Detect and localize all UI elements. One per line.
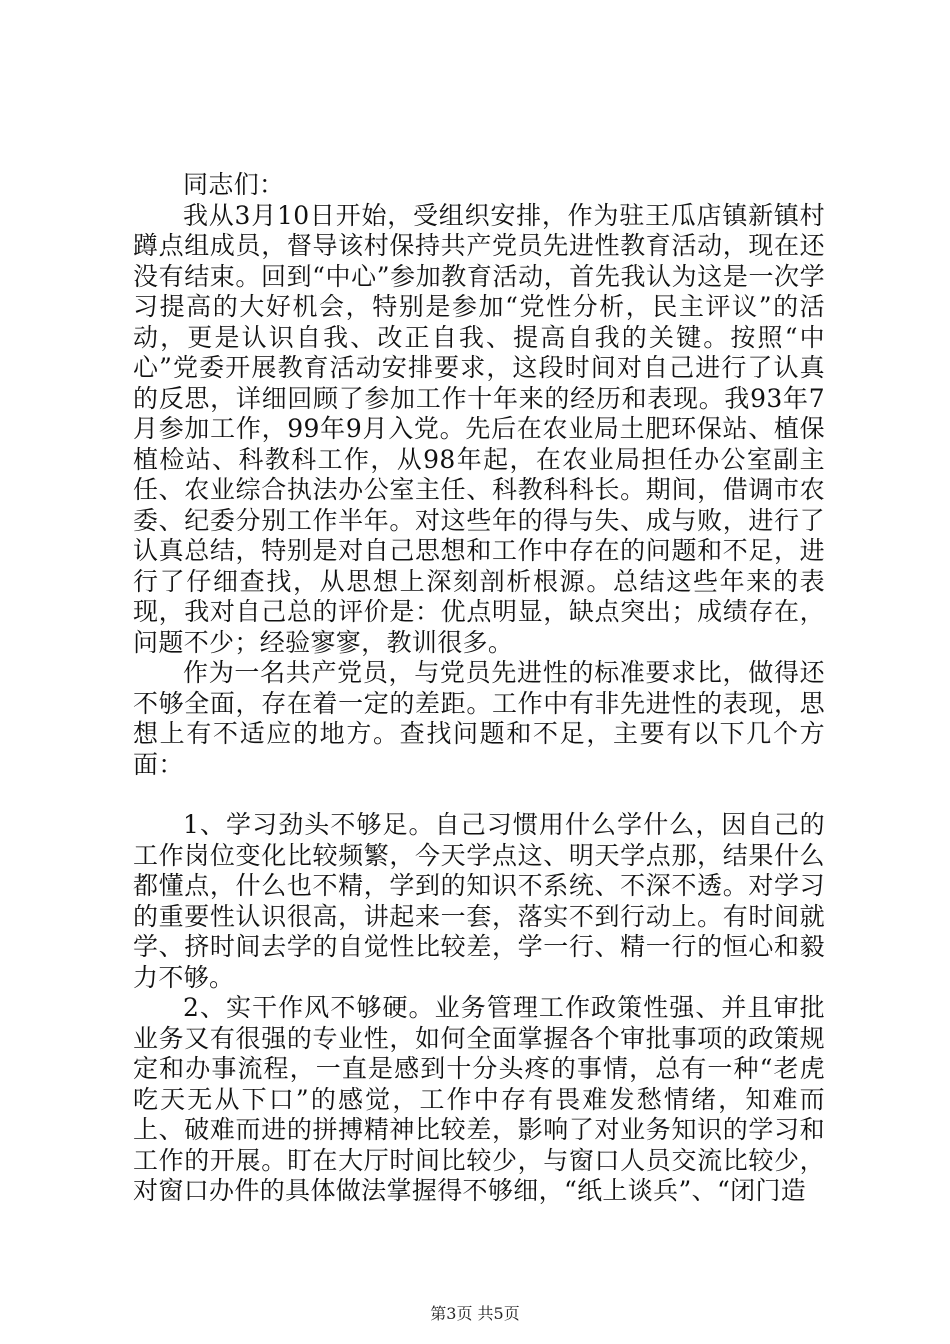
paragraph-point-1: 1、学习劲头不够足。自己习惯用什么学什么，因自己的工作岗位变化比较频繁，今天学点这、明天学点那，结果什么都懂点，什么也不精，学到的知识不系统、不深不透。对学习的重要性认识很高，讲起来一套，落实不到行动上。有时间就学、挤时间去学的自觉性比较差，学一行、精一行的恒心和毅力不够。	[133, 810, 825, 992]
paragraph-gap	[133, 780, 825, 810]
salutation: 同志们：	[183, 170, 285, 199]
document-body	[133, 170, 825, 1207]
paragraph-intro: 我从3月10日开始，受组织安排，作为驻王瓜店镇新镇村蹲点组成员，督导该村保持共产党员先进性教育活动，现在还没有结束。回到“中心”参加教育活动，首先我认为这是一次学习提高的大好机会，特别是参加“党性分析，民主评议”的活动，更是认识自我、改正自我、提高自我的关键。按照“中心”党委开展教育活动安排要求，这段时间对自己进行了认真的反思，详细回顾了参加工作十年来的经历和表现。我93年7月参加工作，99年9月入党。先后在农业局土肥环保站、植保植检站、科教科工作，从98年起，在农业局担任办公室副主任、农业综合执法办公室主任、科教科科长。期间，借调市农委、纪委分别工作半年。对这些年的得与失、成与败，进行了认真总结，特别是对自己思想和工作中存在的问题和不足，进行了仔细查找，从思想上深刻剖析根源。总结这些年来的表现，我对自己总的评价是：优点明显，缺点突出；成绩存在，问题不少；经验寥寥，教训很多。	[133, 200, 825, 657]
paragraph-shortcomings: 作为一名共产党员，与党员先进性的标准要求比，做得还不够全面，存在着一定的差距。工作中有非先进性的表现，思想上有不适应的地方。查找问题和不足，主要有以下几个方面：	[133, 658, 825, 779]
paragraph-point-2: 2、实干作风不够硬。业务管理工作政策性强、并且审批业务又有很强的专业性，如何全面掌握各个审批事项的政策规定和办事流程，一直是感到十分头疼的事情，总有一种“老虎吃天无从下口”的感觉，工作中存有畏难发愁情绪，知难而上、破难而进的拼搏精神比较差，影响了对业务知识的学习和工作的开展。盯在大厅时间比较少，与窗口人员交流比较少，对窗口办件的具体做法掌握得不够细，“纸上谈兵”、“闭门造	[133, 993, 825, 1205]
page-footer: 第3页 共5页	[430, 1304, 520, 1323]
